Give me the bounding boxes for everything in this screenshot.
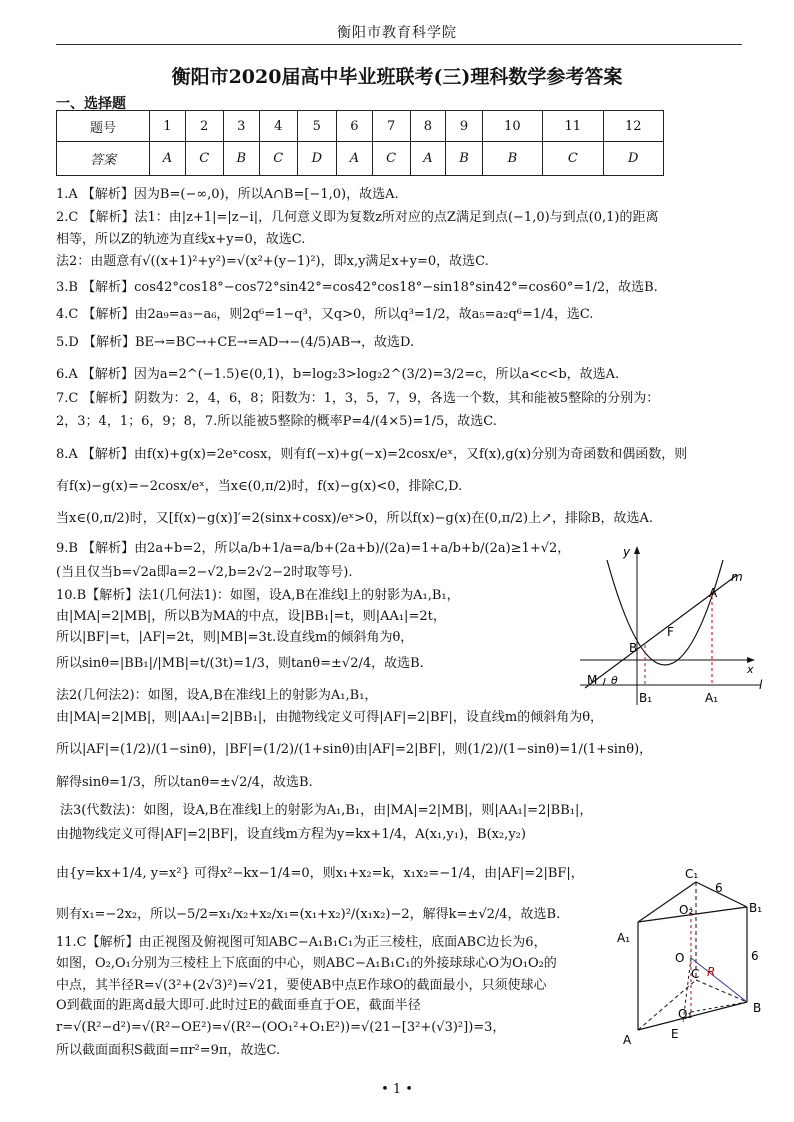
fig2-label: O₁ (678, 1007, 693, 1021)
fig2-label: 6 (715, 881, 723, 895)
solution-line: 如图，O₂,O₁分别为三棱柱上下底面的中心，则ABC−A₁B₁C₁的外接球球心O为O₁O₂的 (56, 956, 557, 971)
table-cell: A (337, 142, 373, 176)
solution-line: 2.C 【解析】法1：由|z+1|=|z−i|，几何意义即为复数z所对应的点Z满足到点(−1,0)与到点(0,1)的距离 (56, 210, 659, 225)
table-cell: A (410, 142, 446, 176)
solution-line: 由抛物线定义可得|AF|=2|BF|，设直线m方程为y=kx+1/4，A(x₁,y₁)，B(x₂,y₂) (56, 827, 526, 842)
solution-line: 法2(几何法2)：如图，设A,B在准线l上的射影为A₁,B₁， (56, 688, 378, 703)
fig2-label: B (753, 1001, 762, 1015)
fig1-label: x (747, 663, 754, 676)
solution-line: 6.A 【解析】因为a=2^(−1.5)∈(0,1)，b=log₂3>log₂2^(3/2)=3/2=c，所以a<c<b，故选A. (56, 367, 620, 382)
fig2-label: A₁ (617, 931, 631, 945)
fig1-label: y (623, 545, 631, 559)
solution-line: 解得sinθ=1/3，所以tanθ=±√2/4，故选B. (56, 775, 313, 790)
fig1-label: A (709, 586, 718, 600)
angle-arc (603, 678, 605, 685)
table-cell: C (543, 142, 603, 176)
table-cell: C (185, 142, 223, 176)
solution-line: 相等，所以Z的轨迹为直线x+y=0，故选C. (56, 232, 306, 247)
table-cell: D (297, 142, 336, 176)
solution-line: 当x∈(0,π/2)时，又[f(x)−g(x)]′=2(sinx+cosx)/eˣ>0，所以f(x)−g(x)在(0,π/2)上↗，排除B，故选A. (56, 511, 654, 526)
solution-line: 所以sinθ=|BB₁|/|MB|=t/(3t)=1/3，则tanθ=±√2/4，故选B. (56, 656, 424, 671)
table-row-answers (57, 142, 664, 176)
header-divider (56, 44, 742, 45)
fig1-label: M (587, 673, 598, 687)
table-cell: 5 (297, 111, 336, 142)
fig2-label: A (623, 1033, 632, 1047)
solution-line: 5.D 【解析】BE→=BC→+CE→=AD→−(4/5)AB→，故选D. (56, 335, 415, 350)
page-number: • 1 • (381, 1082, 413, 1097)
table-cell: B (446, 142, 482, 176)
solution-line: 10.B【解析】法1(几何法1)：如图，设A,B在准线l上的射影为A₁,B₁， (56, 588, 460, 603)
solution-line: 所以|AF|=(1/2)/(1−sinθ)，|BF|=(1/2)/(1+sinθ)由|AF|=2|BF|，则(1/2)/(1−sinθ)=1/(1+sinθ)， (56, 742, 653, 757)
table-cell: C (372, 142, 410, 176)
fig1-label: F (667, 625, 674, 639)
table-cell: B (482, 142, 542, 176)
table-cell: 8 (410, 111, 446, 142)
table-cell: 1 (150, 111, 186, 142)
solution-line: 中点，其半径R=√(3²+(2√3)²)=√21，要使AB中点E作球O的截面最小，只须使球心 (56, 978, 547, 993)
fig1-label: B₁ (639, 691, 653, 705)
table-cell: 2 (185, 111, 223, 142)
solution-line: 9.B 【解析】由2a+b=2，所以a/b+1/a=a/b+(2a+b)/(2a)=1+a/b+b/(2a)≥1+√2， (56, 541, 571, 556)
fig2-label: E (671, 1027, 679, 1041)
fig2-label: O (675, 951, 685, 965)
solution-line: O到截面的距离d最大即可.此时过E的截面垂直于OE，截面半径 (56, 998, 421, 1013)
solution-line: 7.C 【解析】阴数为：2，4，6，8；阳数为：1，3，5，7，9，各选一个数，其和能被5整除的分别为： (56, 391, 660, 406)
solution-line: 4.C 【解析】由2a₉=a₃−a₆，则2q⁶=1−q³，又q>0，所以q³=1/2，故a₅=a₂q⁶=1/4，选C. (56, 307, 594, 322)
solution-line: 所以|BF|=t，|AF|=2t，则|MB|=3t.设直线m的倾斜角为θ， (56, 630, 414, 645)
solution-line: 法3(代数法)：如图，设A,B在准线l上的射影为A₁,B₁，由|MA|=2|MB|，则|AA₁|=2|BB₁|， (60, 803, 593, 818)
table-cell: 12 (603, 111, 664, 142)
section-heading: 一、选择题 (56, 96, 126, 112)
solution-line: 由|MA|=2|MB|，所以B为MA的中点，设|BB₁|=t，则|AA₁|=2t， (56, 609, 446, 624)
fig1-label: m (731, 570, 743, 584)
fig2-label: B₁ (749, 901, 763, 915)
fig2-label: C (691, 967, 700, 981)
header-org: 衡阳市教育科学院 (337, 25, 457, 41)
table-cell: 7 (372, 111, 410, 142)
table-cell: 答案 (57, 142, 150, 176)
parabola-curve (607, 560, 723, 665)
prism-figure (615, 862, 775, 1052)
fig2-label: 6 (751, 949, 759, 963)
table-cell: B (223, 142, 259, 176)
table-cell: 题号 (57, 111, 150, 142)
solution-line: 所以截面面积S截面=πr²=9π，故选C. (56, 1043, 281, 1058)
solution-line: 则有x₁=−2x₂，所以−5/2=x₁/x₂+x₂/x₁=(x₁+x₂)²/(x₁x₂)−2，解得k=±√2/4，故选B. (56, 907, 561, 922)
solution-line: 由{y=kx+1/4, y=x²} 可得x²−kx−1/4=0，则x₁+x₂=k，x₁x₂=−1/4，由|AF|=2|BF|， (56, 866, 584, 881)
fig1-label: θ (611, 674, 618, 687)
fig1-label: l (759, 678, 763, 692)
y-axis-arrow (634, 546, 640, 554)
solution-line: 有f(x)−g(x)=−2cosx/eˣ，当x∈(0,π/2)时，f(x)−g(x)<0，排除C,D. (56, 479, 463, 494)
table-row-numbers (57, 111, 664, 142)
fig1-label: A₁ (705, 691, 719, 705)
table-cell: 4 (259, 111, 297, 142)
solution-line: 11.C【解析】由正视图及俯视图可知ABC−A₁B₁C₁为正三棱柱，底面ABC边长为6， (56, 935, 547, 950)
table-cell: C (259, 142, 297, 176)
parabola-figure (575, 540, 775, 710)
solution-line: 由|MA|=2|MB|，则|AA₁|=2|BB₁|，由抛物线定义可得|AF|=2|BF|，设直线m的倾斜角为θ， (56, 710, 604, 725)
table-cell: 9 (446, 111, 482, 142)
table-cell: 6 (337, 111, 373, 142)
fig2-label: O₂ (679, 903, 694, 917)
solution-line: r=√(R²−d²)=√(R²−OE²)=√(R²−(OO₁²+O₁E²))=√(21−[3²+(√3)²])=3， (56, 1020, 506, 1035)
solution-line: 2，3；4，1；6，9；8，7.所以能被5整除的概率P=4/(4×5)=1/5，故选C. (56, 414, 497, 429)
solution-line: (当且仅当b=√2a即a=2−√2,b=2√2−2时取等号). (56, 565, 353, 580)
answer-table (56, 110, 664, 176)
solution-line: 1.A 【解析】因为B=(−∞,0)，所以A∩B=[−1,0)，故选A. (56, 187, 399, 202)
fig1-label: B (629, 641, 638, 655)
solution-line: 3.B 【解析】cos42°cos18°−cos72°sin42°=cos42°cos18°−sin18°sin42°=cos60°=1/2，故选B. (56, 280, 658, 295)
table-cell: 11 (543, 111, 603, 142)
table-cell: 10 (482, 111, 542, 142)
solution-line: 8.A 【解析】由f(x)+g(x)=2eˣcosx，则有f(−x)+g(−x)=2cosx/eˣ，又f(x),g(x)分别为奇函数和偶函数，则 (56, 447, 688, 462)
table-cell: A (150, 142, 186, 176)
table-cell: D (603, 142, 664, 176)
solution-line: 法2：由题意有√((x+1)²+y²)=√(x²+(y−1)²)，即x,y满足x+y=0，故选C. (56, 254, 489, 269)
table-cell: 3 (223, 111, 259, 142)
page-title: 衡阳市2020届高中毕业班联考(三)理科数学参考答案 (171, 66, 623, 88)
fig2-label: C₁ (685, 867, 699, 881)
fig2-label: R (707, 965, 716, 979)
